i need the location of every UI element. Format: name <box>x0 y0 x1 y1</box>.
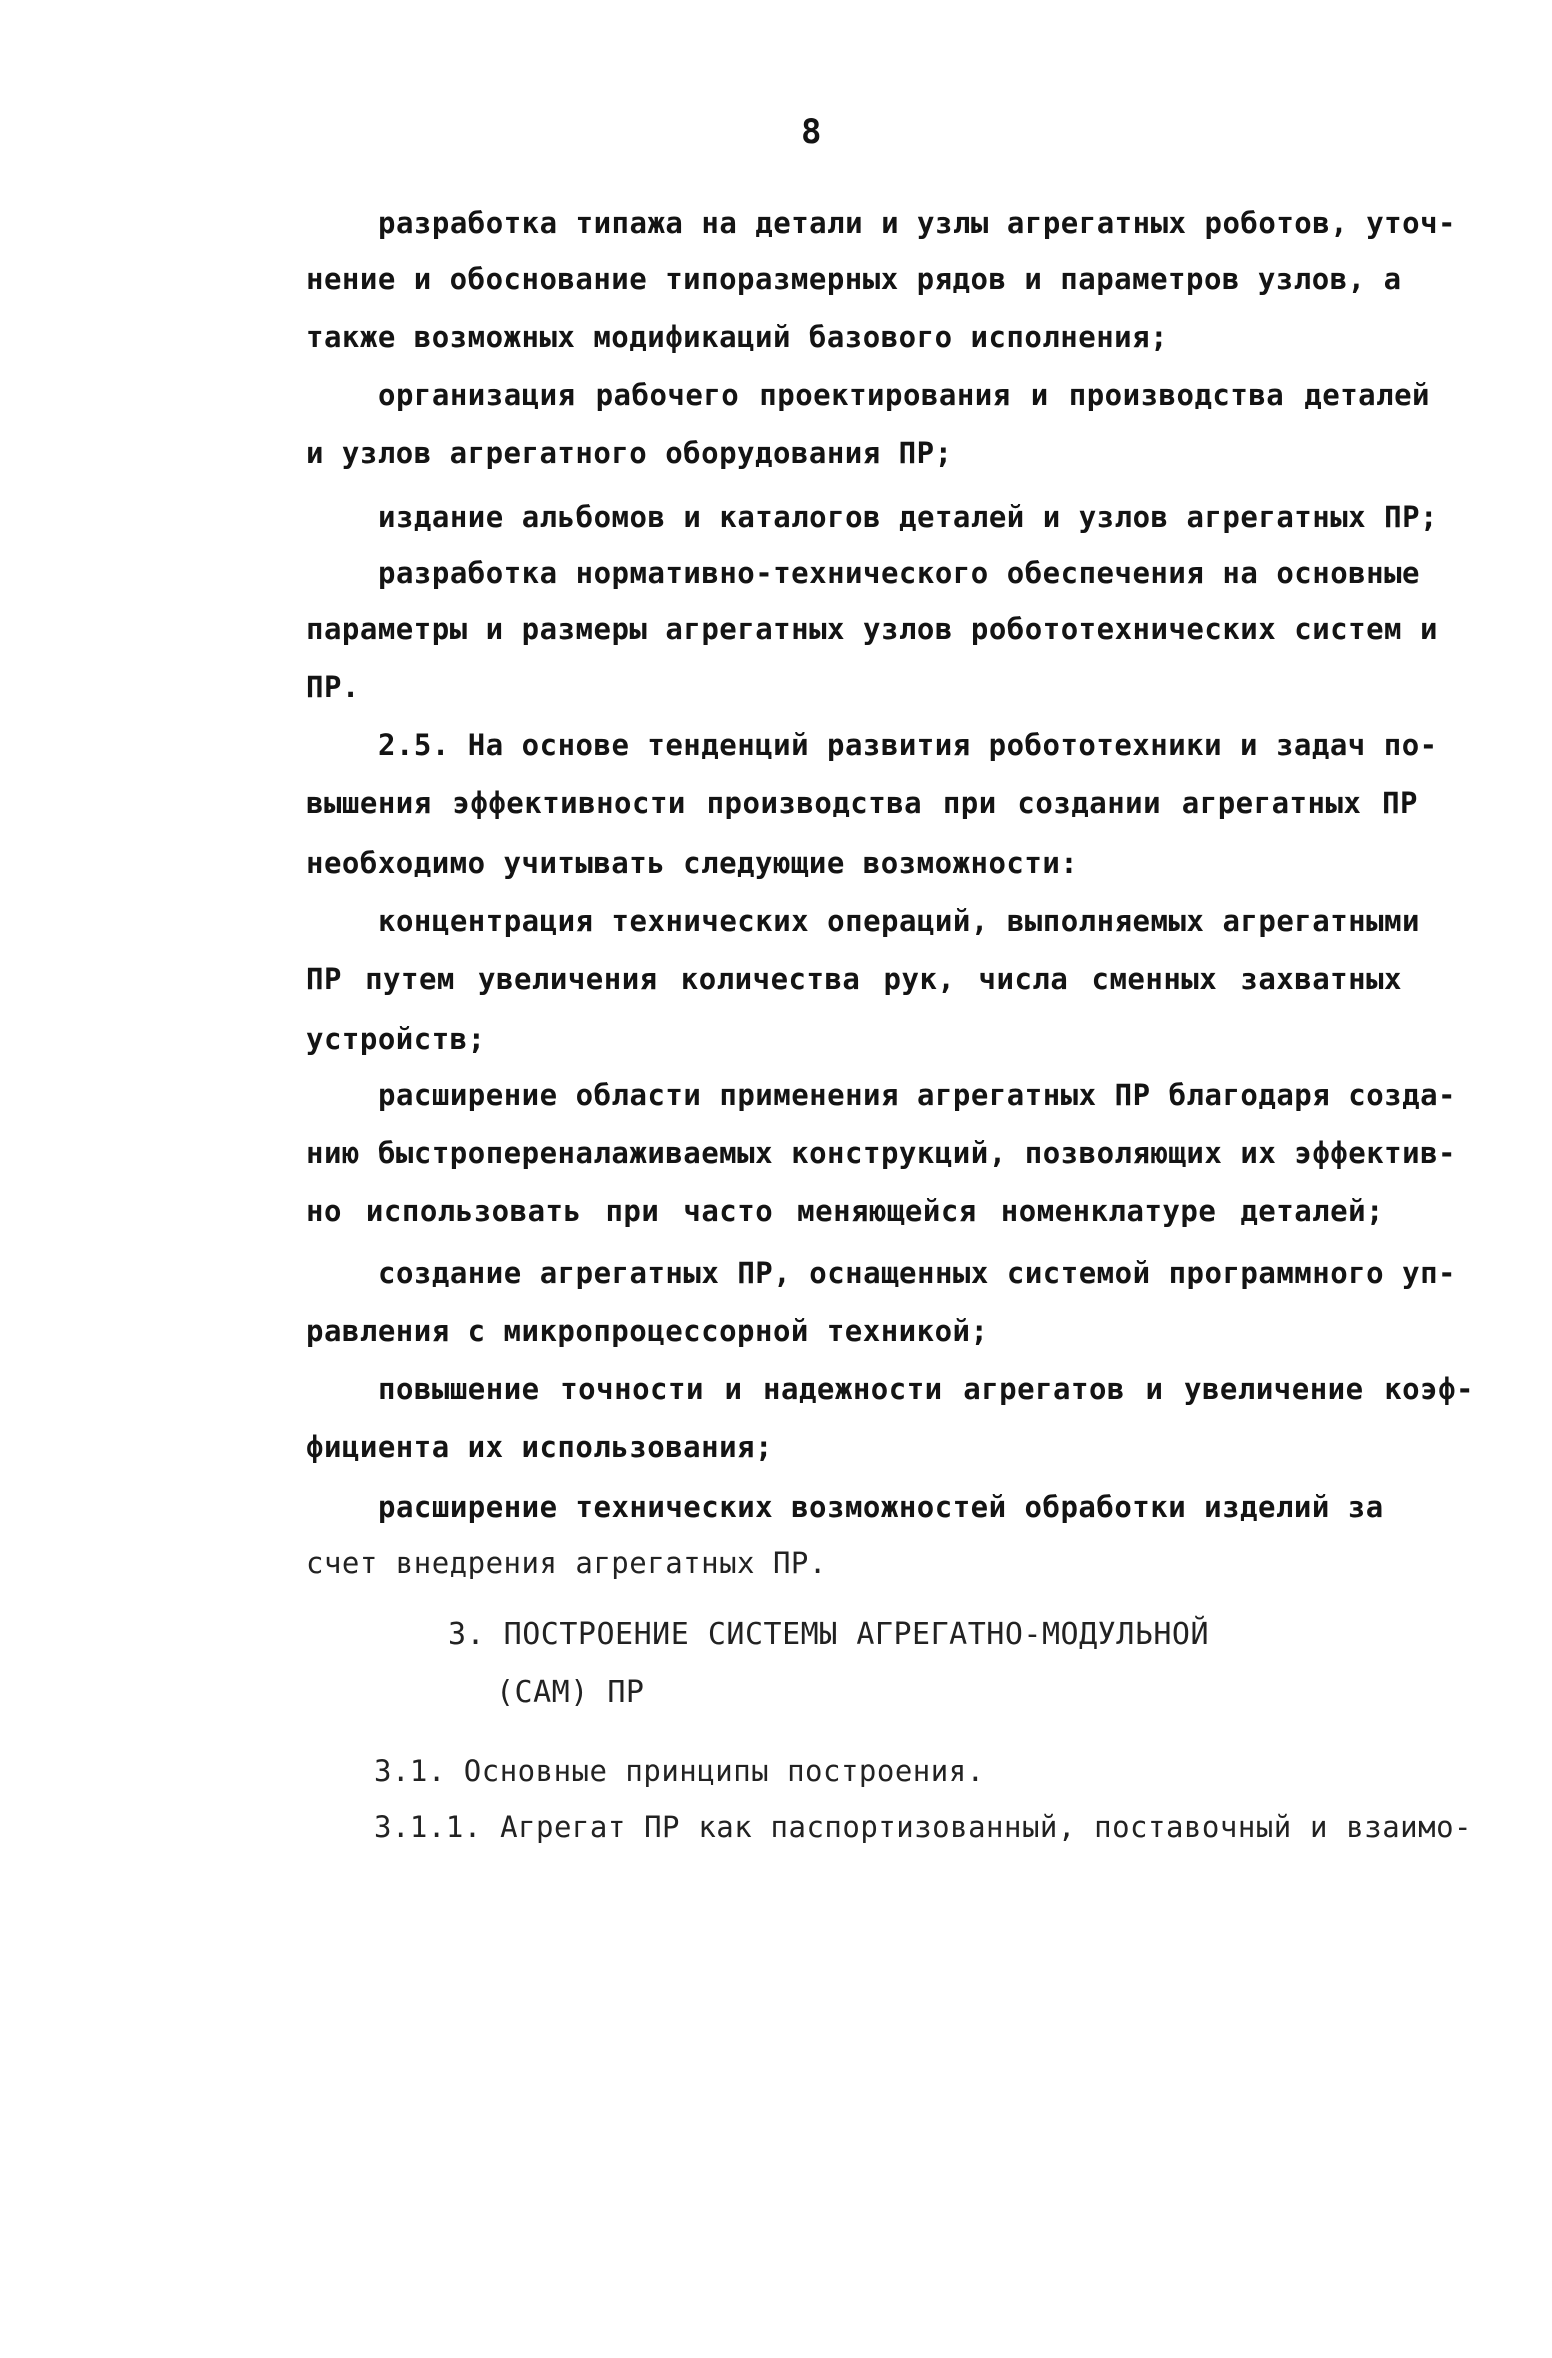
page-number: 8 <box>801 112 822 152</box>
text-line-7: разработка нормативно-технического обеспечения на основные <box>378 556 1420 590</box>
text-line-14: ПР путем увеличения количества рук, числа сменных захватных <box>306 962 1402 996</box>
text-line-4: организация рабочего проектирования и производства деталей <box>378 378 1430 412</box>
text-line-10: 2.5. На основе тенденций развития робототехники и задач по- <box>378 728 1438 762</box>
text-line-22: фициента их использования; <box>306 1430 773 1464</box>
text-line-6: издание альбомов и каталогов деталей и узлов агрегатных ПР; <box>378 500 1438 534</box>
text-line-8: параметры и размеры агрегатных узлов робототехнических систем и <box>306 612 1438 646</box>
text-line-12: необходимо учитывать следующие возможности: <box>306 846 1079 880</box>
text-line-15: устройств; <box>306 1022 486 1056</box>
section-heading: 3. ПОСТРОЕНИЕ СИСТЕМЫ АГРЕГАТНО-МОДУЛЬНОЙ <box>448 1617 1210 1652</box>
text-line-1: разработка типажа на детали и узлы агрегатных роботов, уточ- <box>378 206 1456 240</box>
text-line-21: повышение точности и надежности агрегатов и увеличение коэф- <box>378 1372 1474 1406</box>
text-line-final: 3.1.1. Агрегат ПР как паспортизованный, поставочный и взаимо- <box>374 1810 1472 1844</box>
text-line-11: вышения эффективности производства при создании агрегатных ПР <box>306 786 1418 820</box>
subsection-heading: 3.1. Основные принципы построения. <box>374 1754 985 1788</box>
text-line-19: создание агрегатных ПР, оснащенных системой программного уп- <box>378 1256 1456 1290</box>
text-line-9: ПР. <box>306 670 360 704</box>
text-line-13: концентрация технических операций, выполняемых агрегатными <box>378 904 1420 938</box>
text-line-17: нию быстропереналаживаемых конструкций, позволяющих их эффектив- <box>306 1136 1456 1170</box>
text-line-23: расширение технических возможностей обработки изделий за <box>378 1490 1384 1524</box>
text-line-20: равления с микропроцессорной техникой; <box>306 1314 989 1348</box>
text-line-24: счет внедрения агрегатных ПР. <box>306 1546 827 1580</box>
text-line-3: также возможных модификаций базового исполнения; <box>306 320 1169 354</box>
text-line-18: но использовать при часто меняющейся номенклатуре деталей; <box>306 1194 1384 1228</box>
text-line-2: нение и обоснование типоразмерных рядов и параметров узлов, а <box>306 262 1402 296</box>
text-line-5: и узлов агрегатного оборудования ПР; <box>306 436 953 470</box>
section-heading-continued: (САМ) ПР <box>496 1675 645 1710</box>
text-line-16: расширение области применения агрегатных ПР благодаря созда- <box>378 1078 1456 1112</box>
